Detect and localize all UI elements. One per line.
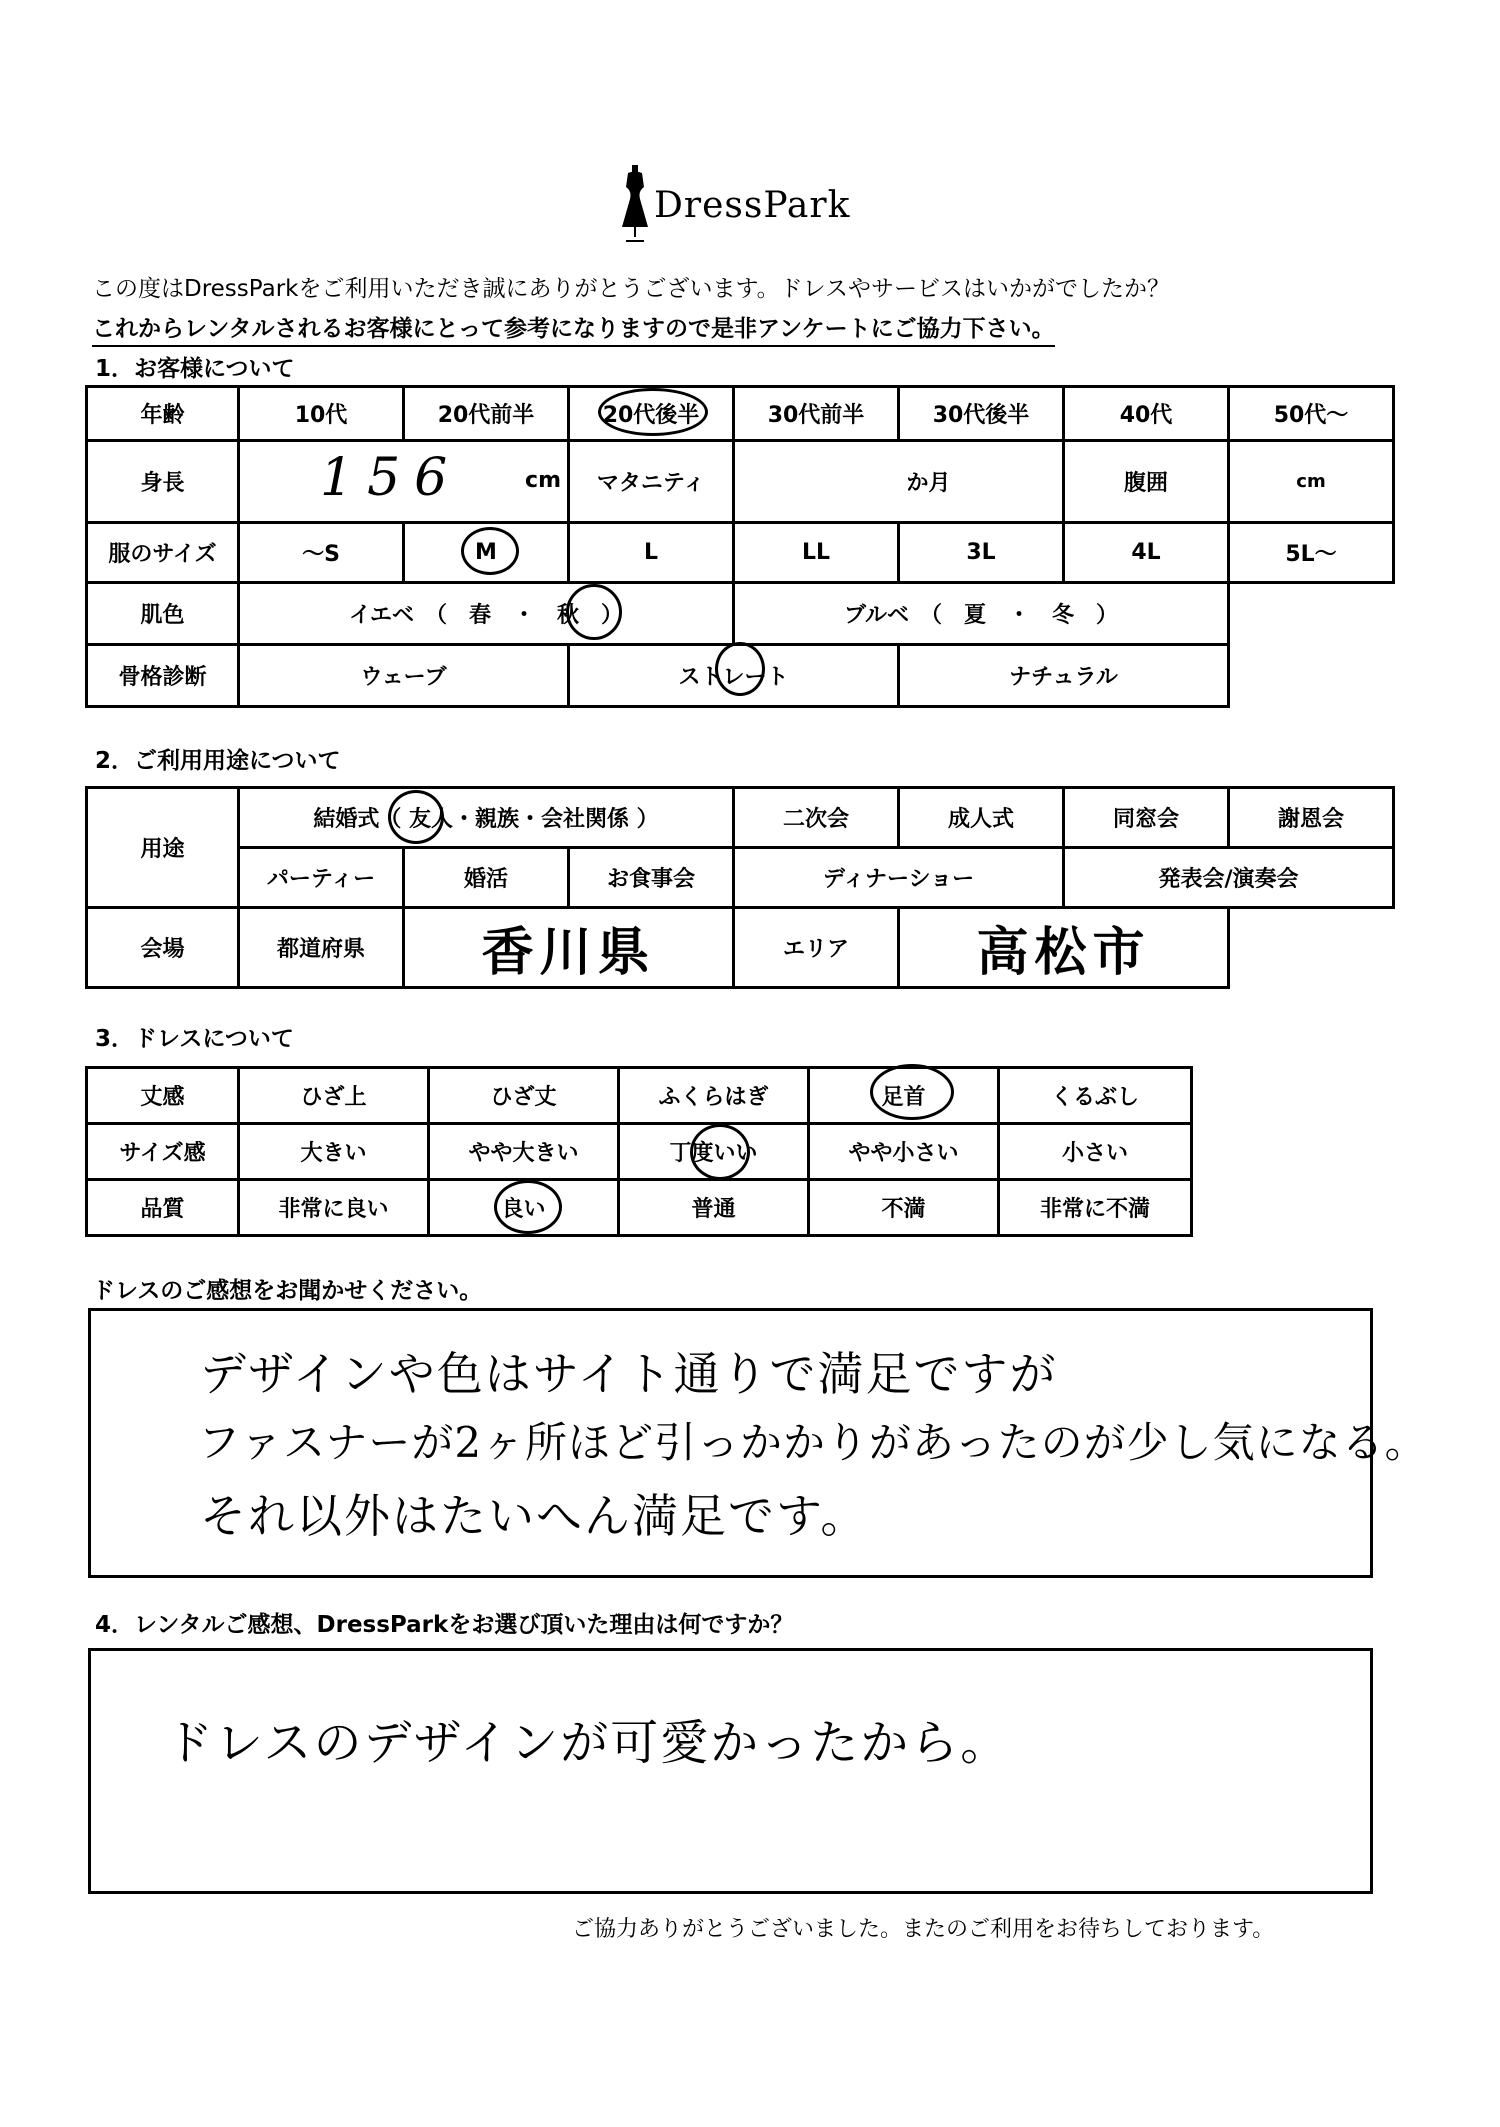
venue-row <box>87 908 1394 988</box>
fit-option[interactable]: やや小さい <box>809 1124 999 1180</box>
purpose-option[interactable]: 発表会/演奏会 <box>1064 848 1394 908</box>
size-option[interactable]: L <box>569 523 734 583</box>
age-option[interactable]: 30代後半 <box>899 387 1064 441</box>
logo <box>612 165 852 255</box>
dress-table <box>85 1066 1193 1237</box>
section-4-title: 4．レンタルご感想、DressParkをお選び頂いた理由は何ですか？ <box>95 1612 794 1638</box>
quality-label: 品質 <box>87 1180 239 1236</box>
selection-circle <box>461 527 519 575</box>
frame-option[interactable]: ウェーブ <box>239 645 569 707</box>
purpose-option[interactable]: お食事会 <box>569 848 734 908</box>
height-value: 156 <box>320 448 462 508</box>
purpose-row-2 <box>87 848 1394 908</box>
quality-row <box>87 1180 1192 1236</box>
length-option[interactable]: ふくらはぎ <box>619 1068 809 1124</box>
size-option[interactable]: 3L <box>899 523 1064 583</box>
maternity-unit: か月 <box>906 471 951 496</box>
pref-value[interactable]: 香川県 <box>404 908 734 988</box>
frame-option[interactable]: ナチュラル <box>899 645 1229 707</box>
waist-label: 腹囲 <box>1064 441 1229 523</box>
purpose-table <box>85 786 1395 989</box>
age-option[interactable]: 30代前半 <box>734 387 899 441</box>
purpose-option[interactable]: 謝恩会 <box>1229 788 1394 848</box>
age-option[interactable]: 50代～ <box>1229 387 1394 441</box>
length-option[interactable]: ひざ丈 <box>429 1068 619 1124</box>
venue-label: 会場 <box>87 908 239 988</box>
size-option[interactable]: ～S <box>239 523 404 583</box>
maternity-label: マタニティ <box>569 441 734 523</box>
height-unit: cm <box>525 468 561 493</box>
intro-line-1: この度はDressParkをご利用いただき誠にありがとうございます。ドレスやサービスはいかがでしたか？ <box>92 276 1170 302</box>
purpose-option[interactable]: 二次会 <box>734 788 899 848</box>
quality-option[interactable]: 非常に良い <box>239 1180 429 1236</box>
intro-line-2: これからレンタルされるお客様にとって参考になりますので是非アンケートにご協力下さい。 <box>92 310 1055 347</box>
quality-option[interactable]: 不満 <box>809 1180 999 1236</box>
selection-circle <box>870 1064 954 1120</box>
size-option[interactable]: 4L <box>1064 523 1229 583</box>
quality-option-selected[interactable]: 良い <box>429 1180 619 1236</box>
length-option-selected[interactable]: 足首 <box>809 1068 999 1124</box>
selection-circle <box>566 584 622 640</box>
purpose-option[interactable]: 婚活 <box>404 848 569 908</box>
selection-circle <box>388 790 444 844</box>
comment-line-3: それ以外はたいへん満足です。 <box>200 1489 869 1543</box>
empty-cell <box>1229 645 1394 707</box>
selection-circle <box>690 1124 750 1180</box>
section-1-title: 1．お客様について <box>95 356 295 382</box>
age-row <box>87 387 1394 441</box>
purpose-option[interactable]: 成人式 <box>899 788 1064 848</box>
size-row <box>87 523 1394 583</box>
skin-row <box>87 583 1394 645</box>
skin-label: 肌色 <box>87 583 239 645</box>
fit-label: サイズ感 <box>87 1124 239 1180</box>
age-option[interactable]: 40代 <box>1064 387 1229 441</box>
maternity-field[interactable] <box>734 441 1064 523</box>
selection-circle <box>715 642 765 696</box>
empty-cell <box>1229 583 1394 645</box>
quality-option[interactable]: 非常に不満 <box>999 1180 1192 1236</box>
age-option-selected[interactable]: 20代後半 <box>569 387 734 441</box>
comment-title: ドレスのご感想をお聞かせください。 <box>92 1278 483 1304</box>
length-option[interactable]: ひざ上 <box>239 1068 429 1124</box>
size-label: 服のサイズ <box>87 523 239 583</box>
comment-line-1: デザインや色はサイト通りで満足ですが <box>200 1347 1058 1401</box>
selection-circle <box>494 1180 562 1234</box>
frame-label: 骨格診断 <box>87 645 239 707</box>
skin-yellow[interactable]: イエベ （ 春 ・ 秋 ） <box>239 583 734 645</box>
footer-thanks: ご協力ありがとうございました。またのご利用をお待ちしております。 <box>572 1917 1275 1942</box>
dress-form-icon <box>620 165 650 245</box>
size-option[interactable]: LL <box>734 523 899 583</box>
height-label: 身長 <box>87 441 239 523</box>
purpose-option[interactable]: パーティー <box>239 848 404 908</box>
fit-option[interactable]: やや大きい <box>429 1124 619 1180</box>
quality-option[interactable]: 普通 <box>619 1180 809 1236</box>
waist-field[interactable] <box>1229 441 1394 523</box>
purpose-row-1 <box>87 788 1394 848</box>
length-option[interactable]: くるぶし <box>999 1068 1192 1124</box>
brand-name: DressPark <box>654 185 851 226</box>
fit-option[interactable]: 小さい <box>999 1124 1192 1180</box>
waist-unit: cm <box>1296 471 1326 492</box>
age-label: 年齢 <box>87 387 239 441</box>
purpose-option[interactable]: 同窓会 <box>1064 788 1229 848</box>
section-3-title: 3．ドレスについて <box>95 1026 294 1052</box>
height-field[interactable] <box>239 441 569 523</box>
purpose-option[interactable]: ディナーショー <box>734 848 1064 908</box>
area-label: エリア <box>734 908 899 988</box>
age-option[interactable]: 10代 <box>239 387 404 441</box>
area-value[interactable]: 高松市 <box>899 908 1229 988</box>
size-option[interactable]: 5L～ <box>1229 523 1394 583</box>
pref-label: 都道府県 <box>239 908 404 988</box>
size-option-selected[interactable]: M <box>404 523 569 583</box>
fit-option-selected[interactable]: 丁度いい <box>619 1124 809 1180</box>
fit-row <box>87 1124 1192 1180</box>
purpose-label: 用途 <box>87 788 239 908</box>
length-row <box>87 1068 1192 1124</box>
age-option[interactable]: 20代前半 <box>404 387 569 441</box>
frame-option-selected[interactable]: ストレート <box>569 645 899 707</box>
selection-circle <box>598 388 708 436</box>
purpose-wedding[interactable]: 結婚式（ 友人・親族・会社関係 ） <box>239 788 734 848</box>
empty-cell <box>1229 908 1394 988</box>
length-label: 丈感 <box>87 1068 239 1124</box>
comment-line-2: ファスナーが2ヶ所ほど引っかかりがあったのが少し気になる。 <box>198 1418 1428 1467</box>
section-2-title: 2．ご利用用途について <box>95 748 341 774</box>
reason-answer: ドレスのデザインが可愛かったから。 <box>165 1715 1011 1771</box>
skin-blue[interactable]: ブルベ （ 夏 ・ 冬 ） <box>734 583 1229 645</box>
height-row <box>87 441 1394 523</box>
fit-option[interactable]: 大きい <box>239 1124 429 1180</box>
